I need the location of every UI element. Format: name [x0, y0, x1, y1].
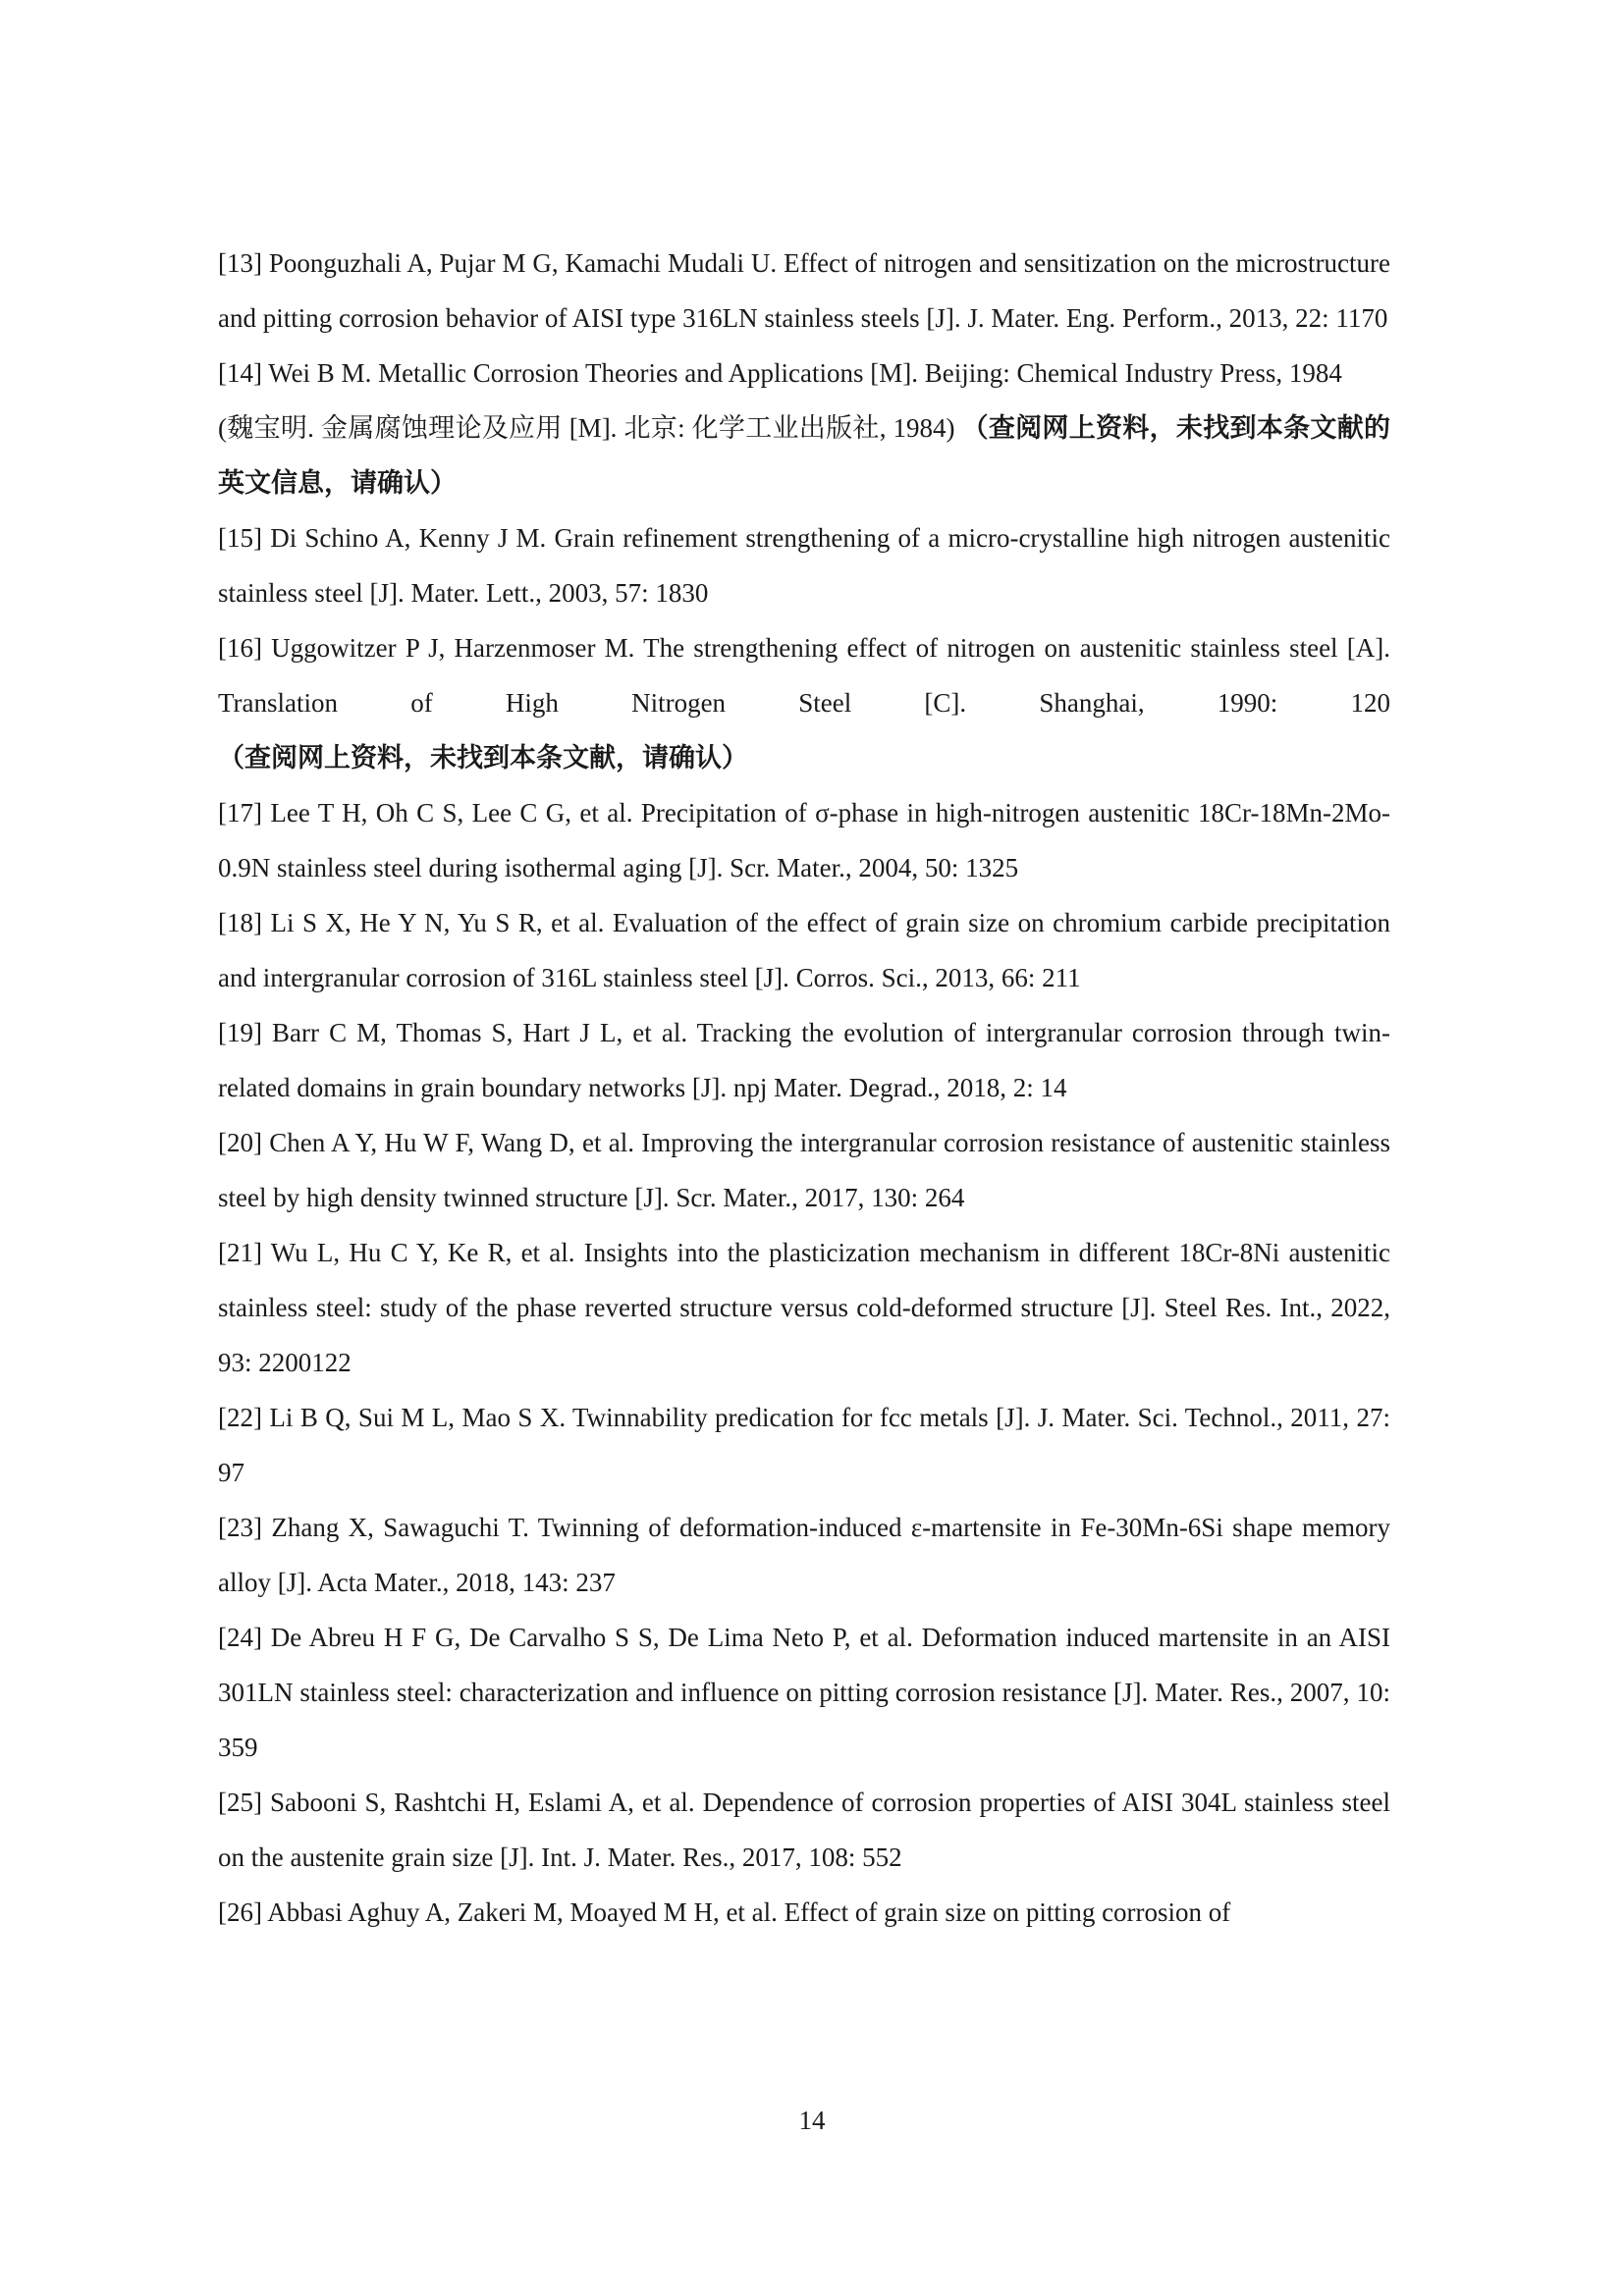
reference-text: [23] Zhang X, Sawaguchi T. Twinning of deformation-induced ε-martensite in Fe-30Mn-6Si shape memory alloy [J]. Acta Mater., 2018, 143: 237: [218, 1513, 1390, 1597]
reference-text: [14] Wei B M. Metallic Corrosion Theories and Applications [M]. Beijing: Chemical Industry Press, 1984: [218, 358, 1342, 388]
reference-text: (魏宝明. 金属腐蚀理论及应用 [M]. 北京: 化学工业出版社, 1984): [218, 413, 962, 443]
reference-entry: [218, 510, 1390, 620]
reference-entry: [218, 1775, 1390, 1885]
reference-text: [20] Chen A Y, Hu W F, Wang D, et al. Improving the intergranular corrosion resistance of austenitic stainless steel by high density twinned structure [J]. Scr. Mater., 2017, 130: 264: [218, 1128, 1390, 1212]
reference-entry: [218, 1500, 1390, 1610]
reference-entry: [218, 236, 1390, 346]
reference-entry: [218, 1115, 1390, 1225]
page-number: 14: [798, 2106, 826, 2135]
reference-text: [16] Uggowitzer P J, Harzenmoser M. The strengthening effect of nitrogen on austenitic stainless steel [A]. Translation of High Nitrogen Steel [C]. Shanghai, 1990: 120: [218, 633, 1390, 718]
reference-text: [19] Barr C M, Thomas S, Hart J L, et al. Tracking the evolution of intergranular corrosion through twin-related domains in grain boundary networks [J]. npj Mater. Degrad., 2018, 2: 14: [218, 1018, 1390, 1102]
reference-entry: [218, 1610, 1390, 1775]
reference-note: （查阅网上资料，未找到本条文献的英文信息，请确认）: [218, 413, 1390, 498]
reference-text: [24] De Abreu H F G, De Carvalho S S, De Lima Neto P, et al. Deformation induced martensite in an AISI 301LN stainless steel: characterization and influence on pitting corrosion resistance [J]. Mater. Res., 2007, 10: 359: [218, 1623, 1390, 1762]
reference-text: [26] Abbasi Aghuy A, Zakeri M, Moayed M H, et al. Effect of grain size on pitting corrosion of: [218, 1897, 1231, 1927]
reference-entry: [218, 895, 1390, 1005]
reference-list: [218, 236, 1390, 1940]
reference-entry: [218, 1390, 1390, 1500]
reference-text: [15] Di Schino A, Kenny J M. Grain refinement strengthening of a micro-crystalline high nitrogen austenitic stainless steel [J]. Mater. Lett., 2003, 57: 1830: [218, 523, 1390, 608]
reference-text: [18] Li S X, He Y N, Yu S R, et al. Evaluation of the effect of grain size on chromium carbide precipitation and intergranular corrosion of 316L stainless steel [J]. Corros. Sci., 2013, 66: 211: [218, 908, 1390, 992]
reference-entry: [218, 346, 1390, 400]
reference-text: [21] Wu L, Hu C Y, Ke R, et al. Insights into the plasticization mechanism in different 18Cr-8Ni austenitic stainless steel: study of the phase reverted structure versus cold-deformed structure [J]. Steel Res. Int., 2022, 93: 2200122: [218, 1238, 1390, 1377]
reference-text: [22] Li B Q, Sui M L, Mao S X. Twinnability predication for fcc metals [J]. J. Mater. Sci. Technol., 2011, 27: 97: [218, 1403, 1390, 1487]
reference-entry: [218, 1225, 1390, 1390]
reference-text: [25] Sabooni S, Rashtchi H, Eslami A, et al. Dependence of corrosion properties of AISI 304L stainless steel on the austenite grain size [J]. Int. J. Mater. Res., 2017, 108: 552: [218, 1788, 1390, 1872]
reference-text: [17] Lee T H, Oh C S, Lee C G, et al. Precipitation of σ-phase in high-nitrogen austenitic 18Cr-18Mn-2Mo-0.9N stainless steel during isothermal aging [J]. Scr. Mater., 2004, 50: 1325: [218, 798, 1390, 882]
reference-entry: [218, 400, 1390, 510]
reference-text: [13] Poonguzhali A, Pujar M G, Kamachi Mudali U. Effect of nitrogen and sensitization on the microstructure and pitting corrosion behavior of AISI type 316LN stainless steels [J]. J. Mater. Eng. Perform., 2013, 22: 1170: [218, 248, 1390, 333]
reference-entry: [218, 1005, 1390, 1115]
reference-entry: [218, 785, 1390, 895]
reference-entry: [218, 620, 1390, 785]
reference-entry: [218, 1885, 1390, 1940]
reference-note: （查阅网上资料，未找到本条文献，请确认）: [218, 743, 748, 773]
